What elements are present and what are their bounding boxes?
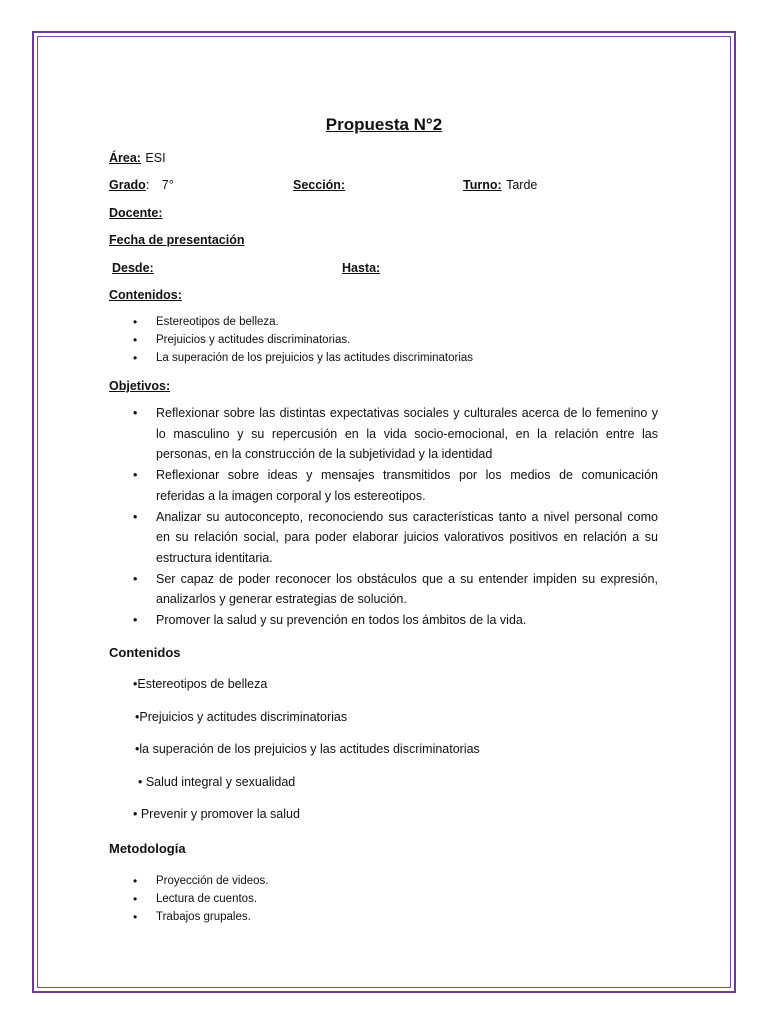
list-item [133, 908, 269, 926]
list-item-text: Trabajos grupales. [156, 911, 251, 923]
hasta-label: Hasta: [342, 261, 381, 275]
list-item: • Salud integral y sexualidad [138, 775, 296, 789]
grado-row [109, 176, 174, 194]
list-item: •la superación de los prejuicios y las actitudes discriminatorias [135, 742, 480, 756]
bullet-icon: • [133, 613, 138, 628]
area-label: Área: [109, 151, 141, 165]
bullet-icon: • [133, 910, 138, 924]
bullet-icon: • [133, 874, 138, 888]
bullet-icon: • [133, 509, 138, 524]
grado-label: Grado [109, 178, 146, 192]
list-item: •Prejuicios y actitudes discriminatorias [135, 710, 348, 724]
list-item-text: Analizar su autoconcepto, reconociendo sus características tanto a nivel personal como en su relación social, para poder elaborar juicios valorativos positivos en relación a su estructura identitaria. [156, 509, 658, 565]
list-item [133, 872, 269, 890]
bullet-icon: • [133, 892, 138, 906]
grado-colon: : [145, 178, 150, 192]
bullet-icon: • [133, 468, 138, 483]
list-item [133, 349, 473, 367]
metodologia-heading: Metodología [109, 841, 186, 856]
grado-value: 7° [161, 178, 174, 192]
list-item [133, 890, 269, 908]
docente-row [109, 204, 162, 222]
objetivos-heading [109, 377, 170, 395]
turno-value: Tarde [506, 178, 538, 192]
objetivos-list [133, 403, 658, 631]
list-item [133, 507, 658, 569]
page-title: Propuesta N°2 [325, 115, 443, 134]
bullet-icon: • [133, 333, 138, 347]
docente-label: Docente: [109, 206, 163, 220]
bullet-icon: • [133, 406, 138, 420]
list-item [133, 403, 658, 465]
list-item-text: Reflexionar sobre las distintas expectativas sociales y culturales acerca de lo femenino y lo masculino y su repercusión en la vida socio-emocional, en la relación entre las personas, en la construcción de la subjetividad y la identidad [156, 406, 658, 462]
list-item-text: Proyección de videos. [156, 875, 269, 887]
list-item-text: La superación de los prejuicios y las actitudes discriminatorias [156, 352, 474, 364]
contenidos-heading [109, 286, 182, 304]
bullet-icon: • [133, 315, 138, 329]
list-item [133, 465, 658, 506]
metodologia-list [133, 872, 269, 926]
desde-label: Desde: [112, 261, 154, 275]
list-item: •Estereotipos de belleza [133, 677, 268, 691]
desde-row [112, 259, 154, 277]
list-item-text: Prejuicios y actitudes discriminatorias. [156, 334, 351, 346]
seccion-row [293, 176, 345, 194]
bullet-icon: • [133, 351, 138, 365]
area-row [109, 149, 166, 167]
turno-label: Turno: [463, 178, 502, 192]
objetivos-label: Objetivos: [109, 379, 171, 393]
list-item-text: Reflexionar sobre ideas y mensajes transmitidos por los medios de comunicación referidas a la imagen corporal y los estereotipos. [156, 468, 658, 503]
fecha-row [109, 231, 244, 249]
list-item [133, 313, 473, 331]
bullet-icon: • [133, 571, 138, 586]
list-item [133, 331, 473, 349]
fecha-label: Fecha de presentación [109, 233, 245, 247]
list-item [133, 610, 658, 631]
list-item: • Prevenir y promover la salud [133, 807, 300, 821]
contenidos-list [133, 313, 473, 367]
contenidos2-heading: Contenidos [109, 645, 181, 660]
seccion-label: Sección: [293, 178, 346, 192]
contenidos-label: Contenidos: [109, 288, 182, 302]
list-item-text: Promover la salud y su prevención en todos los ámbitos de la vida. [156, 613, 527, 628]
hasta-row [342, 259, 380, 277]
list-item-text: Estereotipos de belleza. [156, 316, 279, 328]
list-item [133, 569, 658, 610]
area-value: ESI [145, 151, 166, 165]
list-item-text: Ser capaz de poder reconocer los obstáculos que a su entender impiden su expresión, analizarlos y generar estrategias de solución. [156, 571, 658, 607]
list-item-text: Lectura de cuentos. [156, 893, 258, 905]
turno-row [463, 176, 537, 194]
